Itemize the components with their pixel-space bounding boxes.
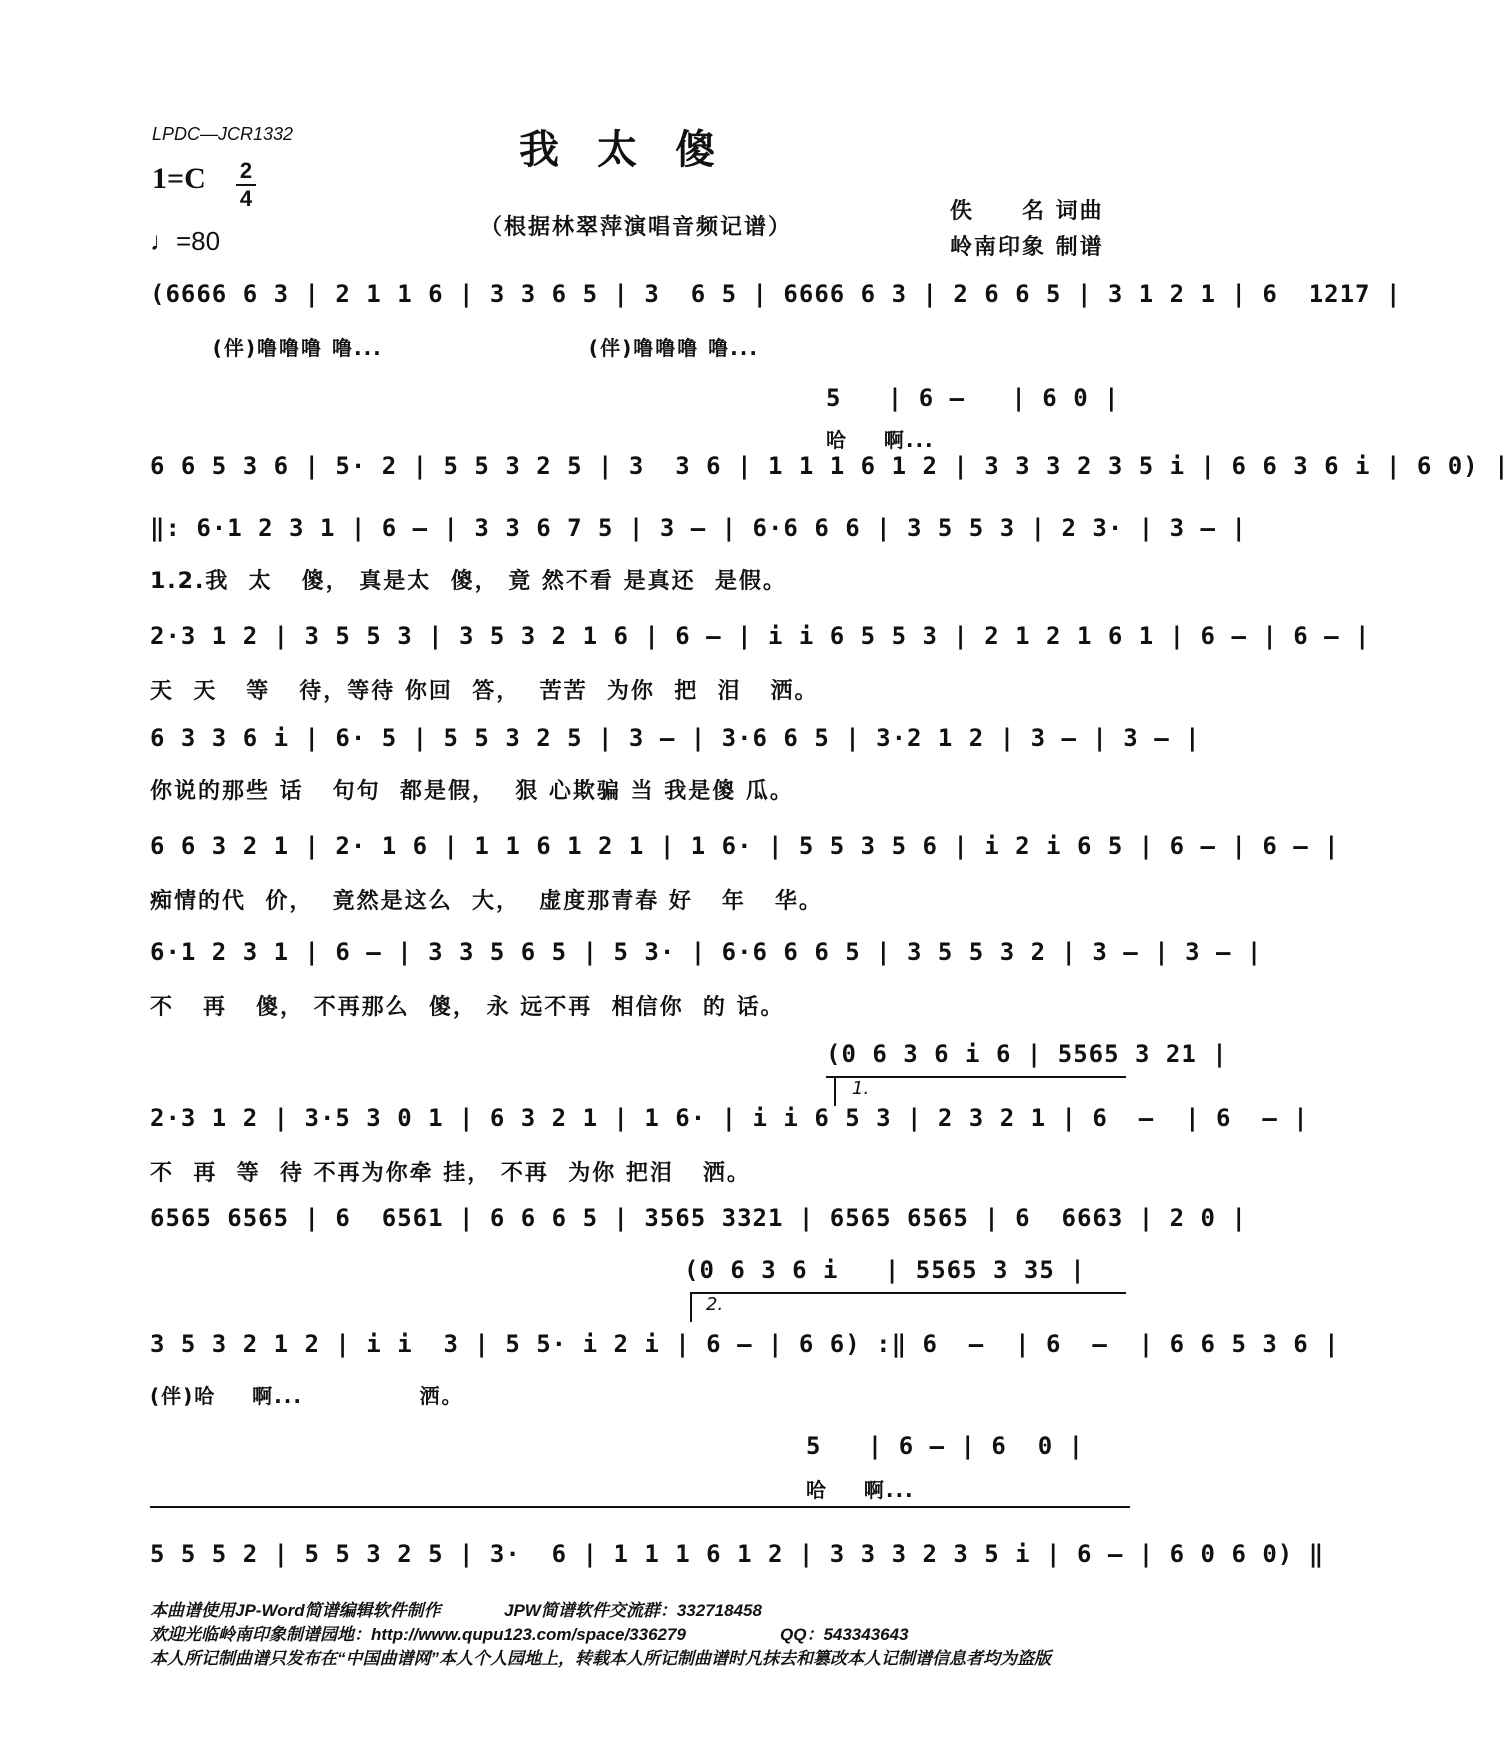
lyrics-row-5: 你说的那些 话 句句 都是假， 狠 心欺骗 当 我是傻 瓜。 bbox=[150, 779, 794, 804]
volta-first: 1. bbox=[852, 1078, 870, 1099]
lyrics-row-3: 1.2.我 太 傻， 真是太 傻， 竟 然不看 是真还 是假。 bbox=[150, 569, 787, 594]
notation-row-3: ‖: 6·1 2 3 1 | 6 – | 3 3 6 7 5 | 3 – | 6·6 6 6 | 3 5 5 3 | 2 3· | 3 – | bbox=[150, 514, 1247, 542]
lyrics-row-10: (伴)哈 啊... 洒。 bbox=[150, 1384, 464, 1408]
notation-row-6: 6 6 3 2 1 | 2· 1 6 | 1 1 6 1 2 1 | 1 6· | 5 5 3 5 6 | i 2 i 6 5 | 6 – | 6 – | bbox=[150, 832, 1340, 860]
tempo-mark: ♩=80 bbox=[150, 226, 221, 256]
notation-row-7b: (0 6 3 6 i 6 | 5565 3 21 | bbox=[826, 1040, 1228, 1068]
lyrics-row-1: (伴)噜噜噜 噜... (伴)噜噜噜 噜... bbox=[150, 336, 759, 360]
notation-row-9b: (0 6 3 6 i | 5565 3 35 | bbox=[684, 1256, 1086, 1284]
notation-row-8: 2·3 1 2 | 3·5 3 0 1 | 6 3 2 1 | 1 6· | i i 6 5 3 | 2 3 2 1 | 6 – | 6 – | bbox=[150, 1104, 1309, 1132]
key-signature: 1=C bbox=[152, 162, 206, 195]
notation-row-11: 5 5 5 2 | 5 5 3 2 5 | 3· 6 | 1 1 1 6 1 2 | 3 3 3 2 3 5 i | 6 – | 6 0 6 0) ‖ bbox=[150, 1540, 1325, 1568]
notation-row-5: 6 3 3 6 i | 6· 5 | 5 5 3 2 5 | 3 – | 3·6 6 5 | 3·2 1 2 | 3 – | 3 – | bbox=[150, 724, 1201, 752]
time-top: 2 bbox=[239, 158, 253, 183]
volta-second: 2. bbox=[706, 1294, 724, 1315]
subtitle: （根据林翠萍演唱音频记谱） bbox=[479, 215, 792, 240]
footer-copyright: 本人所记制曲谱只发布在“中国曲谱网”本人个人园地上，转载本人所记制曲谱时凡抹去和篡改本人记制谱信息者均为盗版 bbox=[150, 1649, 1051, 1668]
notation-row-10b: 5 | 6 – | 6 0 | bbox=[806, 1432, 1085, 1460]
notation-row-2: 6 6 5 3 6 | 5· 2 | 5 5 3 2 5 | 3 3 6 | 1 1 1 6 1 2 | 3 3 3 2 3 5 i | 6 6 3 6 i | 6 0) | bbox=[150, 452, 1510, 480]
footer-qq: QQ：543343643 bbox=[780, 1625, 909, 1644]
notation-row-4: 2·3 1 2 | 3 5 5 3 | 3 5 3 2 1 6 | 6 – | i i 6 5 5 3 | 2 1 2 1 6 1 | 6 – | 6 – | bbox=[150, 622, 1371, 650]
lyrics-row-10b: 哈 啊... bbox=[806, 1478, 915, 1502]
footer-software: 本曲谱使用JP-Word简谱编辑软件制作 bbox=[150, 1601, 441, 1620]
lyrics-row-8: 不 再 等 待 不再为你牵 挂， 不再 为你 把泪 洒。 bbox=[150, 1161, 751, 1186]
song-title: 我太傻 bbox=[519, 126, 753, 173]
lyrics-row-1b: 哈 啊... bbox=[826, 428, 935, 452]
footer-website: 欢迎光临岭南印象制谱园地：http://www.qupu123.com/space/336279 bbox=[150, 1625, 686, 1644]
time-bottom: 4 bbox=[239, 186, 253, 211]
notation-row-1b: 5 | 6 – | 6 0 | bbox=[826, 384, 1120, 412]
notation-row-10: 3 5 3 2 1 2 | i i 3 | 5 5· i 2 i | 6 – | 6 6) :‖ 6 – | 6 – | 6 6 5 3 6 | bbox=[150, 1330, 1340, 1358]
score-code: LPDC—JCR1332 bbox=[152, 124, 294, 144]
lyrics-row-4: 天 天 等 待，等待 你回 答， 苦苦 为你 把 泪 洒。 bbox=[150, 679, 819, 704]
notation-row-9: 6565 6565 | 6 6561 | 6 6 6 5 | 3565 3321 | 6565 6565 | 6 6663 | 2 0 | bbox=[150, 1204, 1247, 1232]
footer-group: JPW简谱软件交流群：332718458 bbox=[504, 1601, 762, 1620]
notation-row-1: (6666 6 3 | 2 1 1 6 | 3 3 6 5 | 3 6 5 | 6666 6 3 | 2 6 6 5 | 3 1 2 1 | 6 1217 | bbox=[150, 280, 1402, 308]
time-signature bbox=[236, 160, 256, 210]
credit-transcriber: 岭南印象 制谱 bbox=[950, 235, 1104, 260]
lyrics-row-7: 不 再 傻， 不再那么 傻， 永 远不再 相信你 的 话。 bbox=[150, 995, 785, 1020]
lyrics-row-6: 痴情的代 价， 竟然是这么 大， 虚度那青春 好 年 华。 bbox=[150, 889, 823, 914]
credit-lyrics: 佚 名 词曲 bbox=[950, 199, 1104, 224]
notation-row-7: 6·1 2 3 1 | 6 – | 3 3 5 6 5 | 5 3· | 6·6 6 6 5 | 3 5 5 3 2 | 3 – | 3 – | bbox=[150, 938, 1263, 966]
